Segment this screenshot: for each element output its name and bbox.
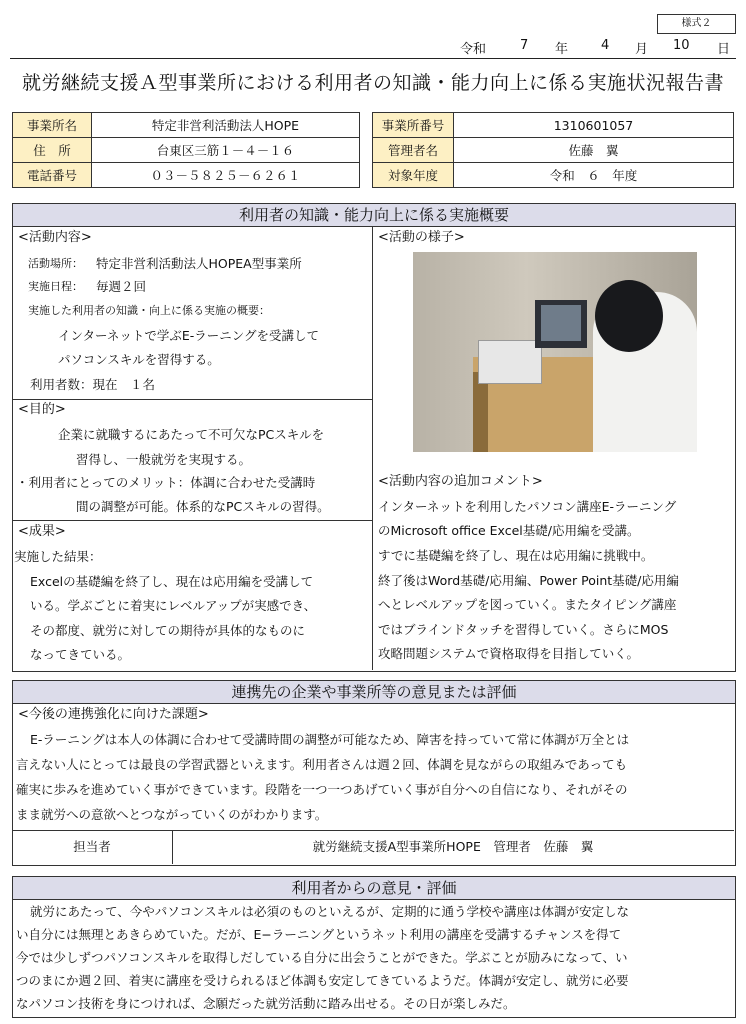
result-title: <成果> — [18, 524, 66, 539]
office-detail-table — [372, 112, 734, 188]
result-label: 実施した結果： — [14, 549, 102, 564]
info-label: 対象年度 — [373, 163, 454, 188]
comment-line-5: へとレベルアップを図っていく。またタイピング講座 — [378, 597, 677, 612]
result-line-2: いる。学ぶごとに着実にレベルアップが実感でき、 — [30, 598, 317, 613]
form-number: 様式２ — [657, 14, 736, 34]
place-label: 活動場所： — [28, 257, 83, 270]
info-label: 管理者名 — [373, 138, 454, 163]
comment-line-4: 終了後はWord基礎/応用編、Power Point基礎/応用編 — [378, 573, 679, 588]
user-count: 利用者数：現在 １名 — [30, 377, 156, 392]
table-row — [13, 163, 360, 188]
partner-line-1: E-ラーニングは本人の体調に合わせて受講時間の調整が可能なため、障害を持っていて常に体調が万全とは — [30, 732, 630, 747]
opinion-line-3: 今では少しずつパソコンスキルを取得しだしている自分に出会うことができた。学ぶことが励みになって、い — [16, 950, 628, 965]
date-day: 10 — [673, 38, 690, 53]
info-value: 令和 ６ 年度 — [454, 163, 734, 188]
purpose-divider — [12, 399, 372, 400]
info-value: ０３－５８２５－６２６１ — [92, 163, 360, 188]
comment-line-7: 攻略問題システムで資格取得を目指していく。 — [378, 646, 640, 661]
result-line-1: Excelの基礎編を終了し、現在は応用編を受講して — [30, 574, 314, 589]
merit-line-1: ・利用者にとってのメリット：体調に合わせた受講時 — [16, 475, 316, 490]
comment-line-2: のMicrosoft office Excel基礎/応用編を受講。 — [378, 523, 640, 538]
photo-title: <活動の様子> — [378, 230, 465, 245]
result-divider — [12, 520, 372, 521]
user-opinion-header: 利用者からの意見・評価 — [13, 877, 735, 900]
opinion-line-4: つのまにか週２回、着実に講座を受けられるほど体調も安定してきているようだ。体調が安定し、就労に必要 — [16, 973, 629, 988]
info-label: 事業所番号 — [373, 113, 454, 138]
info-value: 佐藤 翼 — [454, 138, 734, 163]
activity-title: <活動内容> — [18, 230, 92, 245]
date-month-unit: 月 — [635, 42, 649, 57]
merit-line-2: 間の調整が可能。体系的なPCスキルの習得。 — [76, 499, 330, 514]
comment-line-3: すでに基礎編を終了し、現在は応用編に挑戦中。 — [378, 548, 654, 563]
info-value: 台東区三筋１－４－１６ — [92, 138, 360, 163]
opinion-line-5: なパソコン技術を身につければ、念願だった就労活動に踏み出せる。その日が楽しみだ。 — [16, 996, 516, 1011]
partner-line-4: まま就労への意欲へとつながっていくのがわかります。 — [16, 807, 328, 822]
overview-divider — [372, 226, 373, 670]
result-line-3: その都度、就労に対しての期待が具体的なものに — [30, 623, 306, 638]
date-month: 4 — [601, 38, 610, 53]
date-year-unit: 年 — [555, 42, 569, 57]
summary-label: 実施した利用者の知識・向上に係る実施の概要： — [28, 304, 270, 317]
purpose-title: <目的> — [18, 402, 66, 417]
summary-line-2: パソコンスキルを習得する。 — [58, 352, 220, 367]
comment-line-1: インターネットを利用したパソコン講座E-ラーニング — [378, 499, 677, 514]
opinion-line-2: い自分には無理とあきらめていた。だが、E−ラーニングというネット利用の講座を受講するチャンスを得て — [16, 927, 622, 942]
overview-header: 利用者の知識・能力向上に係る実施概要 — [13, 204, 735, 227]
date-era: 令和 — [460, 42, 487, 57]
partner-line-3: 確実に歩みを進めていく事ができています。段階を一つ一つあげていく事が自分への自信になり、それがその — [16, 782, 628, 797]
place-value: 特定非営利活動法人HOPEA型事業所 — [96, 256, 302, 271]
info-label: 電話番号 — [13, 163, 92, 188]
purpose-line-1: 企業に就職するにあたって不可欠なPCスキルを — [58, 427, 325, 442]
purpose-line-2: 習得し、一般就労を実現する。 — [76, 452, 252, 467]
partner-header: 連携先の企業や事業所等の意見または評価 — [13, 681, 735, 704]
result-line-4: なってきている。 — [30, 647, 131, 662]
person-value: 就労継続支援A型事業所HOPE 管理者 佐藤 翼 — [312, 839, 594, 854]
table-row — [373, 163, 734, 188]
partner-subtitle: <今後の連携強化に向けた課題> — [18, 707, 209, 722]
page-title: 就労継続支援Ａ型事業所における利用者の知識・能力向上に係る実施状況報告書 — [21, 72, 724, 94]
schedule-value: 毎週２回 — [96, 279, 147, 294]
table-row — [13, 138, 360, 163]
person-divider — [12, 830, 734, 831]
date-year: 7 — [520, 38, 529, 53]
comment-title: <活動内容の追加コメント> — [378, 474, 543, 489]
report-date — [455, 38, 735, 58]
comment-line-6: ではブラインドタッチを習得していく。さらにMOS — [378, 622, 669, 637]
table-row — [373, 138, 734, 163]
info-label: 事業所名 — [13, 113, 92, 138]
schedule-label: 実施日程： — [28, 280, 83, 293]
person-label: 担当者 — [73, 839, 111, 854]
info-value: 特定非営利活動法人HOPE — [92, 113, 360, 138]
date-underline — [10, 58, 736, 59]
activity-photo — [413, 252, 697, 452]
info-value: 1310601057 — [454, 113, 734, 138]
partner-line-2: 言えない人にとっては最良の学習武器といえます。利用者さんは週２回、体調を見ながらの取組みであっても — [16, 757, 628, 772]
office-info-table — [12, 112, 360, 188]
info-label: 住 所 — [13, 138, 92, 163]
table-row — [13, 113, 360, 138]
opinion-line-1: 就労にあたって、今やパソコンスキルは必須のものといえるが、定期的に通う学校や講座は体調が安定しな — [30, 904, 630, 919]
table-row — [373, 113, 734, 138]
summary-line-1: インターネットで学ぶE-ラーニングを受講して — [58, 328, 320, 343]
date-day-unit: 日 — [717, 42, 731, 57]
